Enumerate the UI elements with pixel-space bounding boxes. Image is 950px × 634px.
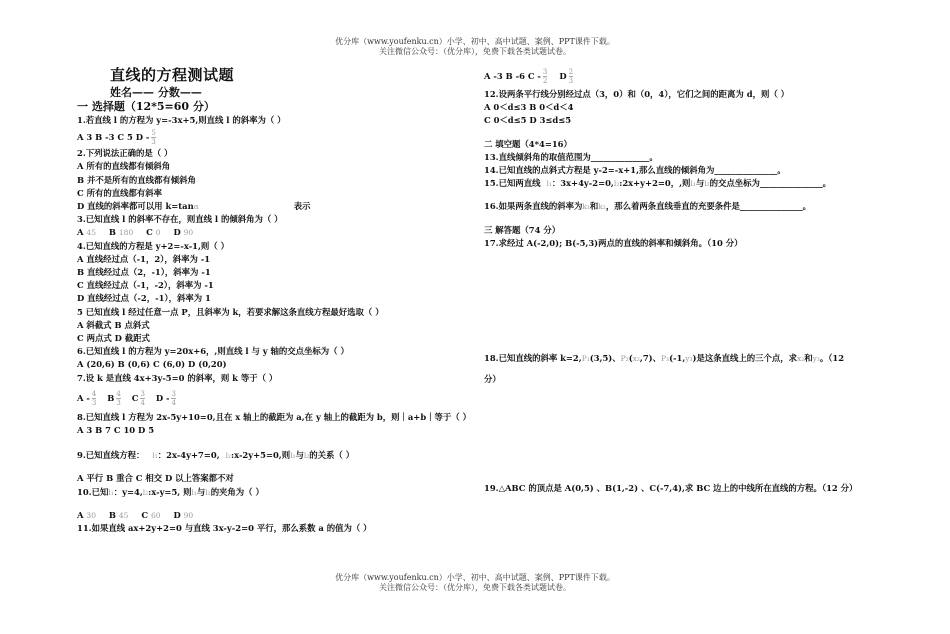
q16-tail: ，那么着两条直线垂直的充要条件是_______________。 bbox=[605, 201, 812, 212]
q18-p2-open: ( bbox=[628, 353, 633, 364]
q15-l1-ref: l₁ bbox=[690, 179, 696, 189]
q2-option-d bbox=[77, 200, 467, 213]
question-16 bbox=[484, 200, 904, 213]
section-fill-heading: 二 填空题（4*4=16） bbox=[484, 138, 572, 149]
question-11: 11.如果直线 ax+2y+2=0 与直线 3x-y-2=0 平行，那么系数 a 的值为（ ） bbox=[77, 523, 372, 534]
section-choice-heading: 一 选择题（12*5=60 分） bbox=[77, 100, 215, 113]
q9-l2-ref: l₂ bbox=[303, 451, 310, 461]
q7-d-fraction bbox=[171, 390, 175, 407]
question-14: 14.已知直线的点斜式方程是 y-2=-x+1,那么直线的倾斜角为_______________。 bbox=[484, 165, 786, 176]
q15-prefix: 15.已知两直线 bbox=[484, 178, 541, 189]
footer-line-2: 关注微信公众号：（优分库），免费下载各类试题试卷。 bbox=[379, 583, 571, 592]
q9-l1: l₁ bbox=[152, 451, 158, 461]
q7-c-fraction bbox=[140, 390, 144, 407]
q10-with: 与 bbox=[196, 486, 206, 497]
q7-c-num: 3 bbox=[140, 389, 145, 398]
q9-prefix: 9.已知直线方程： bbox=[77, 450, 145, 461]
q9-l1-ref: l₁ bbox=[290, 451, 296, 461]
q9-with: 与 bbox=[295, 450, 304, 461]
q3-b-label: B bbox=[108, 227, 116, 238]
q15-eq2: :2x+y+2=0，,则 bbox=[619, 178, 691, 189]
q12-options-ab: A 0＜d≤3 B 0＜d＜4 bbox=[484, 102, 574, 113]
question-10-options bbox=[77, 509, 467, 522]
q9-l2: l₂ bbox=[225, 451, 232, 461]
question-2: 2.下列说法正确的是（ ） bbox=[77, 148, 173, 159]
q10-eq1: ：y=4, bbox=[113, 486, 143, 497]
question-3-options bbox=[77, 226, 467, 239]
q1-fraction bbox=[151, 129, 155, 146]
q2-option-a: A 所有的直线都有倾斜角 bbox=[77, 161, 171, 172]
q18-tail: 。（12 bbox=[819, 353, 845, 364]
q11-d-den: 3 bbox=[568, 77, 574, 85]
q11-c-fraction bbox=[543, 68, 547, 85]
q18-p3: P₃ bbox=[661, 354, 670, 364]
q16-k2: k₂ bbox=[598, 202, 606, 212]
q5-options-cd: C 两点式 D 截距式 bbox=[77, 333, 150, 344]
q3-c-value: 0 bbox=[155, 228, 161, 238]
q15-l2: l₂ bbox=[613, 179, 620, 189]
q2-d-text: D 直线的斜率都可以用 k=tan bbox=[77, 201, 194, 212]
q9-eq2: :x-2y+5=0,则 bbox=[231, 450, 291, 461]
question-8: 8.已知直线 l 方程为 2x-5y+10=0,且在 x 轴上的截距为 a,在 y 轴上的截距为 b，则｜a+b｜等于（ ） bbox=[77, 411, 471, 422]
q10-b-value: 45 bbox=[118, 510, 129, 520]
q9-tail: 的关系（ ） bbox=[309, 450, 355, 461]
q11-c-num: 3 bbox=[542, 68, 548, 76]
question-6: 6.已知直线 l 的方程为 y=20x+6，,则直线 l 与 y 轴的交点坐标为（ ） bbox=[77, 346, 349, 357]
q7-a-label: A - bbox=[77, 392, 90, 403]
q3-a-label: A bbox=[77, 227, 84, 238]
q11-c-den: 2 bbox=[542, 77, 548, 85]
q7-c-den: 4 bbox=[140, 398, 145, 407]
q10-a-label: A bbox=[77, 509, 84, 520]
question-12: 12.设两条平行线分别经过点（3，0）和（0，4），它们之间的距离为 d，则（ ） bbox=[484, 89, 789, 99]
q18-p1-value: (3,5)、 bbox=[589, 353, 621, 364]
q10-c-label: C bbox=[141, 509, 149, 520]
question-18 bbox=[484, 352, 904, 365]
q7-a-num: 4 bbox=[91, 389, 97, 398]
q18-p3-tail: )是这条直线上的三个点，求 bbox=[692, 353, 797, 364]
name-score-line: 姓名—— 分数—— bbox=[110, 86, 202, 99]
q9-options: A 平行 B 重合 C 相交 D 以上答案都不对 bbox=[77, 473, 234, 484]
q4-option-d: D 直线经过点（-2，-1），斜率为 1 bbox=[77, 293, 211, 304]
q18-p3-open: (-1, bbox=[669, 353, 686, 364]
q10-l1-ref: l₁ bbox=[191, 487, 197, 497]
q11-d-label: D bbox=[559, 71, 567, 81]
question-3: 3.已知直线 l 的斜率不存在，则直线 l 的倾斜角为（ ） bbox=[77, 214, 283, 225]
q11-d-num: 2 bbox=[568, 68, 574, 76]
question-7-options bbox=[77, 385, 467, 411]
q11-d-fraction bbox=[569, 68, 573, 85]
question-5: 5 已知直线 l 经过任意一点 P，且斜率为 k，若要求解这条直线方程最好选取（ ） bbox=[77, 306, 384, 317]
page-header bbox=[0, 37, 950, 57]
q15-with: 与 bbox=[695, 178, 705, 189]
q4-option-a: A 直线经过点（-1，2），斜率为 -1 bbox=[77, 253, 211, 264]
q2-option-c: C 所有的直线都有斜率 bbox=[77, 187, 162, 198]
header-line-1: 优分库（www.youfenku.cn）小学、初中、高中试题、案例、PPT课件下载。 bbox=[335, 37, 615, 46]
q16-k1: k₁ bbox=[582, 202, 590, 212]
q18-x2-ref: x₂ bbox=[796, 354, 805, 364]
page-footer bbox=[0, 573, 950, 593]
question-15 bbox=[484, 177, 904, 190]
q18-x2: x₂ bbox=[632, 354, 640, 364]
q18-y3-ref: y₃ bbox=[812, 354, 820, 364]
document-title: 直线的方程测试题 bbox=[110, 66, 235, 84]
q3-d-value: 90 bbox=[183, 228, 194, 238]
q1-frac-num: 5 bbox=[151, 129, 156, 138]
footer-line-1: 优分库（www.youfenku.cn）小学、初中、高中试题、案例、PPT课件下载。 bbox=[335, 573, 615, 582]
question-11-options bbox=[484, 64, 904, 88]
q7-d-num: 3 bbox=[171, 389, 176, 398]
q16-and: 和 bbox=[589, 201, 599, 212]
q1-frac-den: 3 bbox=[151, 138, 156, 147]
question-9 bbox=[77, 449, 467, 462]
q18-p2-tail: ,7)、 bbox=[639, 353, 661, 364]
q9-eq1: ：2x-4y+7=0, bbox=[157, 450, 220, 461]
q2-theta: α bbox=[193, 202, 199, 212]
left-column bbox=[77, 64, 471, 535]
q3-a-value: 45 bbox=[86, 228, 96, 238]
q2-d-tail: 表示 bbox=[293, 201, 311, 212]
q10-eq2: :x-y=5, 则 bbox=[148, 486, 192, 497]
q15-l1: l₁ bbox=[546, 179, 552, 189]
q10-c-value: 60 bbox=[150, 510, 161, 520]
q18-and: 和 bbox=[804, 353, 813, 364]
q10-tail: 的夹角为（ ） bbox=[210, 486, 264, 497]
q15-eq1: ：3x+4y-2=0, bbox=[551, 178, 614, 189]
q6-options: A (20,6) B (0,6) C (6,0) D (0,20) bbox=[77, 359, 227, 370]
q4-option-c: C 直线经过点（-1，-2），斜率为 -1 bbox=[77, 280, 214, 291]
q12-options-cd: C 0＜d≤5 D 3≤d≤5 bbox=[484, 115, 572, 126]
q10-b-label: B bbox=[108, 509, 116, 520]
q7-b-num: 4 bbox=[116, 389, 121, 398]
question-17: 17.求经过 A(-2,0); B(-5,3)两点的直线的斜率和倾斜角。（10 分） bbox=[484, 237, 743, 248]
q15-tail: 的交点坐标为_______________。 bbox=[709, 178, 832, 189]
q18-y3: y₃ bbox=[685, 354, 693, 364]
q7-c-label: C bbox=[131, 392, 139, 403]
q11-options-text: A -3 B -6 C - bbox=[484, 71, 541, 81]
question-7: 7.设 k 是直线 4x+3y-5=0 的斜率，则 k 等于（ ） bbox=[77, 372, 278, 383]
q3-b-value: 180 bbox=[118, 228, 134, 238]
q18-p2: P₂ bbox=[620, 354, 629, 364]
q7-b-label: B bbox=[107, 392, 115, 403]
q10-l2: l₂ bbox=[142, 487, 149, 497]
q1-option-text: A 3 B -3 C 5 D - bbox=[77, 132, 150, 143]
question-19: 19.△ABC 的顶点是 A(0,5) 、B(1,-2) 、C(-7,4),求 BC 边上的中线所在直线的方程。（12 分） bbox=[484, 483, 858, 494]
q10-prefix: 10.已知 bbox=[77, 486, 109, 497]
q3-d-label: D bbox=[173, 227, 181, 238]
q5-options-ab: A 斜截式 B 点斜式 bbox=[77, 319, 150, 330]
q7-b-den: 3 bbox=[116, 398, 121, 407]
q7-b-fraction bbox=[116, 390, 120, 407]
q8-options: A 3 B 7 C 10 D 5 bbox=[77, 425, 155, 436]
q10-d-value: 90 bbox=[183, 510, 194, 520]
header-line-2: 关注微信公众号：（优分库），免费下载各类试题试卷。 bbox=[379, 47, 571, 56]
q18-tail-2: 分） bbox=[484, 374, 501, 385]
right-column bbox=[484, 64, 904, 496]
q7-d-label: D - bbox=[155, 392, 170, 403]
q7-a-fraction bbox=[92, 390, 96, 407]
section-answer-heading: 三 解答题（74 分） bbox=[484, 224, 561, 235]
q10-a-value: 30 bbox=[86, 510, 96, 520]
q10-l1: l₁ bbox=[108, 487, 114, 497]
question-1-options bbox=[77, 127, 467, 147]
q15-l2-ref: l₂ bbox=[704, 179, 710, 189]
question-4: 4.已知直线的方程是 y+2=-x-1,则（ ） bbox=[77, 240, 229, 251]
q4-option-b: B 直线经过点（2，-1），斜率为 -1 bbox=[77, 267, 211, 278]
q18-p1: P₁ bbox=[581, 354, 590, 364]
question-1: 1.若直线 l 的方程为 y=-3x+5,则直线 l 的斜率为（ ） bbox=[77, 115, 286, 125]
q10-l2-ref: l₂ bbox=[205, 487, 211, 497]
question-10 bbox=[77, 486, 467, 499]
q18-prefix: 18.已知直线的斜率 k=2, bbox=[484, 353, 582, 364]
question-13: 13.直线倾斜角的取值范围为______________。 bbox=[484, 151, 658, 162]
q10-d-label: D bbox=[173, 509, 181, 520]
q7-d-den: 4 bbox=[171, 398, 176, 407]
q2-option-b: B 并不是所有的直线都有倾斜角 bbox=[77, 174, 196, 185]
q16-prefix: 16.如果两条直线的斜率为 bbox=[484, 201, 583, 212]
q3-c-label: C bbox=[146, 227, 153, 238]
q7-a-den: 3 bbox=[91, 398, 97, 407]
